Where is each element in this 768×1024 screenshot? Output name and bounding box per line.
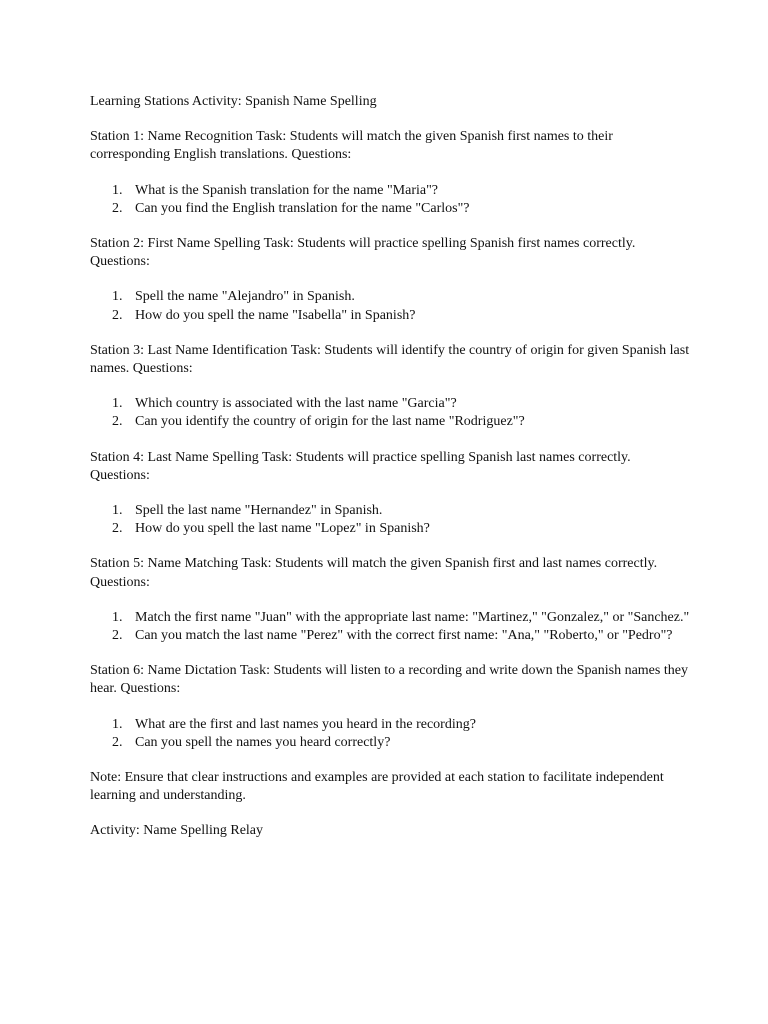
station-2-description: Station 2: First Name Spelling Task: Students will practice spelling Spanish first names correctly. Questions:: [90, 236, 636, 270]
station-1-description: Station 1: Name Recognition Task: Students will match the given Spanish first names to their corresponding English translations. Questions:: [90, 129, 613, 163]
list-number: 2.: [112, 628, 123, 644]
list-number: 1.: [112, 289, 123, 305]
question-text: Can you spell the names you heard correctly?: [135, 734, 391, 750]
list-number: 2.: [112, 307, 123, 323]
list-number: 1.: [112, 609, 123, 625]
question-item: [90, 182, 690, 200]
question-text: What are the first and last names you heard in the recording?: [135, 716, 476, 732]
question-text: Which country is associated with the last name "Garcia"?: [135, 396, 457, 412]
question-text: Can you identify the country of origin for the last name "Rodriguez"?: [135, 414, 525, 430]
question-text: How do you spell the name "Isabella" in Spanish?: [135, 307, 416, 323]
question-item: [90, 395, 690, 413]
question-text: What is the Spanish translation for the name "Maria"?: [135, 182, 439, 198]
question-item: [90, 716, 690, 734]
question-item: [90, 734, 690, 752]
station-2-questions: [90, 288, 690, 324]
question-item: [90, 627, 690, 645]
station-6-description: Station 6: Name Dictation Task: Students will listen to a recording and write down the Spanish names they hear. Questions:: [90, 663, 688, 697]
note-paragraph: Note: Ensure that clear instructions and examples are provided at each station to facilitate independent learning and understanding.: [90, 770, 664, 804]
question-text: Match the first name "Juan" with the appropriate last name: "Martinez," "Gonzalez," or "Sanchez.": [135, 609, 690, 625]
list-number: 1.: [112, 396, 123, 412]
list-number: 2.: [112, 414, 123, 430]
question-item: [90, 307, 690, 325]
question-text: Can you match the last name "Perez" with the correct first name: "Ana," "Roberto," or "Pedro"?: [135, 628, 673, 644]
station-4-description: Station 4: Last Name Spelling Task: Students will practice spelling Spanish last names correctly. Questions:: [90, 449, 631, 483]
question-text: How do you spell the last name "Lopez" in Spanish?: [135, 521, 430, 537]
question-text: Spell the name "Alejandro" in Spanish.: [135, 289, 355, 305]
list-number: 1.: [112, 182, 123, 198]
list-number: 2.: [112, 200, 123, 216]
question-item: [90, 288, 690, 306]
question-text: Can you find the English translation for the name "Carlos"?: [135, 200, 470, 216]
station-5-description: Station 5: Name Matching Task: Students will match the given Spanish first and last names correctly. Questions:: [90, 556, 658, 590]
question-item: [90, 413, 690, 431]
station-4-questions: [90, 502, 690, 538]
list-number: 1.: [112, 716, 123, 732]
document-page: [90, 93, 690, 858]
station-5-questions: [90, 609, 690, 645]
question-item: [90, 609, 690, 627]
list-number: 2.: [112, 521, 123, 537]
station-6-questions: [90, 716, 690, 752]
document-title: Learning Stations Activity: Spanish Name Spelling: [90, 94, 377, 109]
list-number: 2.: [112, 734, 123, 750]
activity-heading: Activity: Name Spelling Relay: [90, 823, 264, 839]
station-1-questions: [90, 182, 690, 218]
station-3-description: Station 3: Last Name Identification Task: Students will identify the country of origin for given Spanish last names. Questions:: [90, 342, 690, 377]
question-text: Spell the last name "Hernandez" in Spanish.: [135, 503, 383, 519]
station-3-questions: [90, 395, 690, 431]
question-item: [90, 200, 690, 218]
question-item: [90, 520, 690, 538]
question-item: [90, 502, 690, 520]
list-number: 1.: [112, 503, 123, 519]
